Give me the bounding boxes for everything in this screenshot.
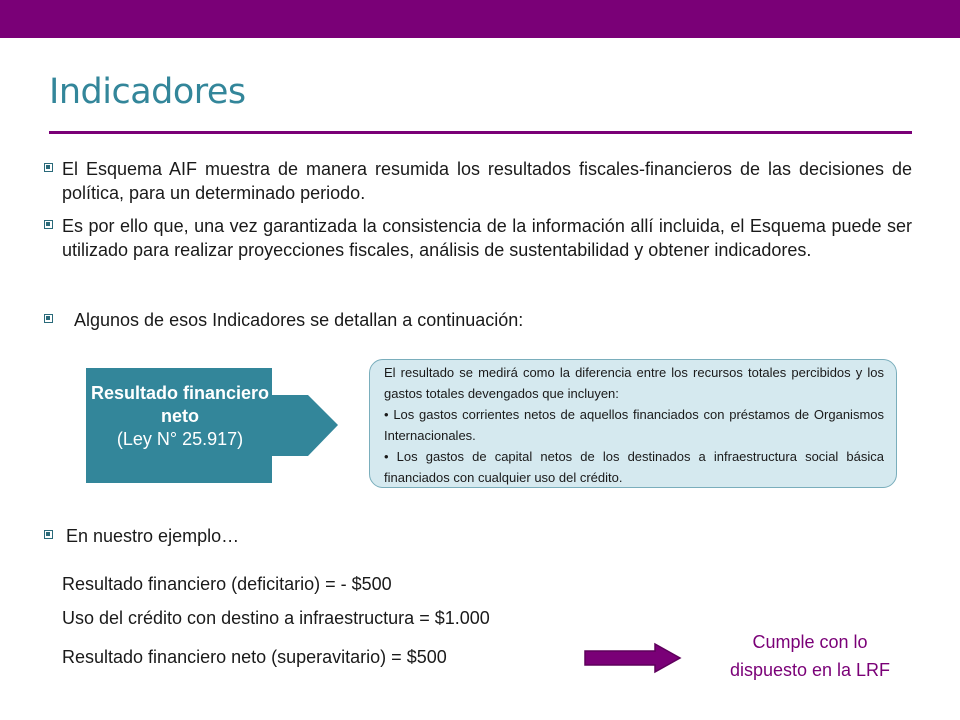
conclusion-text — [690, 628, 930, 684]
checkbox-bullet-icon — [44, 530, 53, 539]
indicator-law: (Ley N° 25.917) — [116, 429, 244, 449]
callout-item: • Los gastos corrientes netos de aquellos financiados con préstamos de Organismos Internacionales. — [384, 407, 884, 443]
bullet-text: Algunos de esos Indicadores se detallan a continuación: — [74, 310, 524, 330]
example-line-neto: Resultado financiero neto (superavitario) = $500 — [62, 647, 447, 667]
checkbox-bullet-icon — [44, 220, 53, 229]
callout-item: • Los gastos de capital netos de los destinados a infraestructura social básica financiados con cualquier uso del crédito. — [384, 449, 884, 485]
conclusion-arrow-icon — [583, 642, 683, 674]
title-divider — [49, 131, 912, 134]
page-title: Indicadores — [49, 72, 246, 112]
bullet-ejemplo — [44, 524, 444, 548]
checkbox-bullet-icon — [44, 163, 53, 172]
checkbox-bullet-icon — [44, 314, 53, 323]
indicator-definition-callout — [369, 359, 897, 488]
example-line-deficit: Resultado financiero (deficitario) = - $500 — [62, 574, 392, 594]
indicator-name: Resultado financiero neto — [90, 383, 270, 426]
bullet-text: Es por ello que, una vez garantizada la consistencia de la información allí incluida, el Esquema puede ser utilizado para realizar proyecciones fiscales, análisis de sustentabilidad y obtener indicadores. — [62, 216, 912, 260]
bullet-text: El Esquema AIF muestra de manera resumida los resultados fiscales-financieros de las decisiones de política, para un determinado periodo. — [62, 159, 912, 203]
bullet-text: En nuestro ejemplo… — [66, 526, 240, 546]
example-line-credito: Uso del crédito con destino a infraestructura = $1.000 — [62, 608, 490, 628]
bullet-indicadores — [44, 308, 912, 332]
bullet-esquema-aif — [44, 157, 912, 205]
conclusion-line: Cumple con lo — [752, 632, 868, 652]
callout-intro: El resultado se medirá como la diferencia entre los recursos totales percibidos y los gastos totales devengados que incluyen: — [384, 365, 884, 401]
header-bar — [0, 0, 960, 38]
bullet-consistencia — [44, 214, 912, 262]
conclusion-line: dispuesto en la LRF — [729, 660, 891, 680]
indicator-label — [86, 382, 274, 451]
